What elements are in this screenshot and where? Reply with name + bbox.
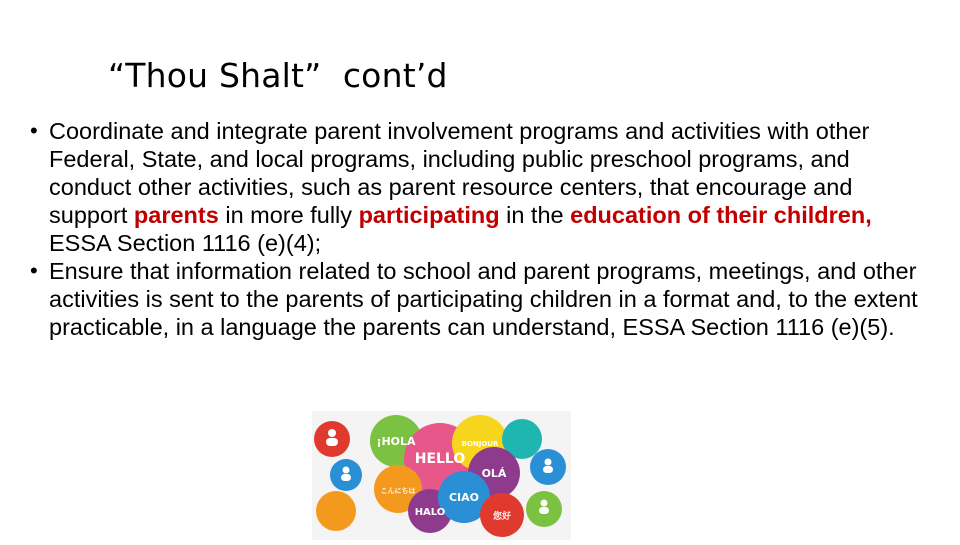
bullet-text: Ensure that information related to school and parent programs, meetings, and other activities is sent to the parents of participating children in a format and, to the extent practicable, in a language the parents can understand, ESSA Section 1116 (e)(5). bbox=[49, 258, 918, 340]
slide-title-suffix: cont’d bbox=[342, 56, 448, 95]
bullet-item-ensure bbox=[30, 257, 930, 341]
greeting-word: 您好 bbox=[492, 512, 512, 522]
greeting-word: BONJOUR bbox=[461, 440, 499, 448]
greeting-word: CIAO bbox=[448, 491, 480, 504]
highlight-education: education of their children, bbox=[570, 202, 872, 228]
bullet-list bbox=[30, 117, 930, 341]
greeting-word: HALO bbox=[414, 507, 446, 518]
multilingual-greetings-image bbox=[312, 411, 571, 540]
greeting-word: ¡HOLA bbox=[376, 435, 416, 448]
highlight-parents: parents bbox=[133, 202, 219, 228]
greeting-word: HELLO bbox=[414, 451, 466, 467]
bullet-item-coordinate bbox=[30, 117, 930, 257]
slide-title-main: “Thou Shalt” bbox=[108, 56, 322, 95]
bullet-text: in the bbox=[499, 202, 571, 228]
greeting-word: OLÁ bbox=[481, 467, 507, 480]
bullet-text: Coordinate and integrate parent involvement programs and activities with other Federal, State, and local programs, including public preschool programs, and conduct other activities, such as parent resource centers, that encourage and support bbox=[49, 118, 870, 228]
slide-title bbox=[108, 56, 448, 95]
highlight-participating: participating bbox=[358, 202, 500, 228]
greetings-illustration bbox=[312, 411, 571, 540]
greeting-word: こんにちは bbox=[380, 487, 416, 495]
bullet-text: in more fully bbox=[218, 202, 359, 228]
speech-bubble bbox=[316, 491, 356, 531]
bullet-text: ESSA Section 1116 (e)(4); bbox=[49, 230, 322, 256]
